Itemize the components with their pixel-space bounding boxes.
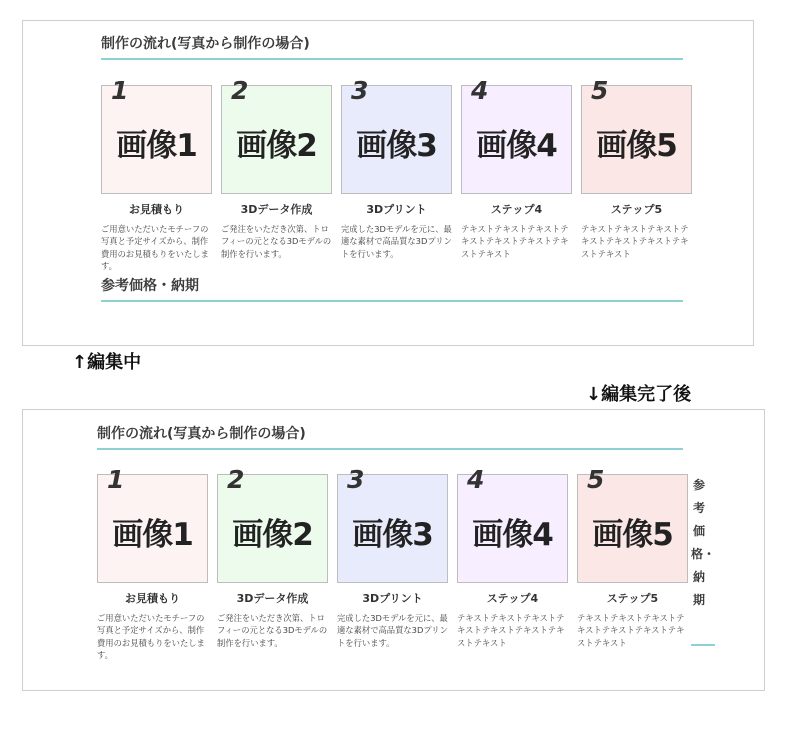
editor-panel-editing (22, 20, 754, 346)
step-image (577, 465, 688, 583)
step-image (581, 76, 692, 194)
step-image (457, 465, 568, 583)
step-description: テキストテキストテキストテキストテキストテキストテキストテキスト (577, 613, 685, 648)
vertical-char: 納 (692, 570, 705, 584)
step-image-label: 画像3 (352, 517, 433, 553)
step-image (461, 76, 572, 194)
preview-panel-after-edit (22, 409, 765, 691)
step-card (221, 76, 332, 272)
step-description: ご発注をいただき次第、トロフィーの元となる3Dモデルの制作を行います。 (221, 224, 332, 259)
step-number: 5 (587, 465, 605, 494)
step-description: 完成した3Dモデルを元に、最適な素材で高品質な3Dプリントを行います。 (341, 224, 452, 259)
step-image-label: 画像2 (232, 517, 313, 553)
step-number: 4 (467, 465, 485, 494)
step-title: ステップ5 (610, 203, 663, 216)
step-image-label: 画像5 (596, 128, 677, 164)
step-card (341, 76, 452, 272)
step-image-label: 画像1 (116, 128, 197, 164)
step-image-label: 画像4 (476, 128, 557, 164)
step-title: ステップ4 (490, 203, 543, 216)
step-card (581, 76, 692, 272)
section-heading-flow: 制作の流れ(写真から制作の場合) (101, 33, 683, 60)
section-heading-price: 参考価格・納期 (101, 275, 683, 302)
step-number: 1 (107, 465, 125, 494)
step-image (221, 76, 332, 194)
step-card (337, 465, 448, 661)
step-image-label: 画像5 (592, 517, 673, 553)
step-image (97, 465, 208, 583)
step-card (101, 76, 212, 272)
step-image (337, 465, 448, 583)
step-number: 3 (351, 76, 369, 105)
step-card (97, 465, 208, 661)
step-title: 3Dプリント (362, 592, 423, 605)
steps-list (97, 465, 688, 661)
step-description: 完成した3Dモデルを元に、最適な素材で高品質な3Dプリントを行います。 (337, 613, 448, 648)
step-number: 4 (471, 76, 489, 105)
step-number: 3 (347, 465, 365, 494)
step-description: ご用意いただいたモチーフの写真と予定サイズから、制作費用のお見積もりをいたします。 (97, 613, 205, 660)
step-description: テキストテキストテキストテキストテキストテキストテキストテキスト (581, 224, 689, 259)
vertical-char: 期 (692, 593, 705, 607)
step-card (217, 465, 328, 661)
step-title: お見積もり (129, 203, 184, 216)
step-number: 2 (231, 76, 249, 105)
vertical-char: 格・ (691, 547, 716, 561)
section-heading-flow: 制作の流れ(写真から制作の場合) (97, 423, 683, 450)
step-image (341, 76, 452, 194)
step-title: お見積もり (125, 592, 180, 605)
step-card (461, 76, 572, 272)
step-number: 2 (227, 465, 245, 494)
step-title: ステップ5 (606, 592, 659, 605)
caption-editing: ↑編集中 (72, 352, 142, 373)
step-image-label: 画像2 (236, 128, 317, 164)
step-description: ご用意いただいたモチーフの写真と予定サイズから、制作費用のお見積もりをいたします。 (101, 224, 209, 271)
steps-list (101, 76, 692, 272)
step-description: ご発注をいただき次第、トロフィーの元となる3Dモデルの制作を行います。 (217, 613, 328, 648)
step-title: 3Dプリント (366, 203, 427, 216)
step-image-label: 画像4 (472, 517, 553, 553)
step-card (457, 465, 568, 661)
step-image-label: 画像1 (112, 517, 193, 553)
step-title: 3Dデータ作成 (240, 203, 313, 216)
step-description: テキストテキストテキストテキストテキストテキストテキストテキスト (461, 224, 569, 259)
vertical-char: 考 (692, 501, 705, 515)
step-number: 1 (111, 76, 129, 105)
section-heading-price-vertical (691, 474, 716, 612)
step-image (217, 465, 328, 583)
step-number: 5 (591, 76, 609, 105)
step-card (577, 465, 688, 661)
step-image (101, 76, 212, 194)
step-description: テキストテキストテキストテキストテキストテキストテキストテキスト (457, 613, 565, 648)
step-image-label: 画像3 (356, 128, 437, 164)
step-title: 3Dデータ作成 (236, 592, 309, 605)
vertical-char: 価 (692, 524, 705, 538)
vertical-char: 参 (692, 478, 705, 492)
heading-underline (691, 644, 715, 646)
step-title: ステップ4 (486, 592, 539, 605)
caption-after-edit: ↓編集完了後 (586, 384, 692, 405)
